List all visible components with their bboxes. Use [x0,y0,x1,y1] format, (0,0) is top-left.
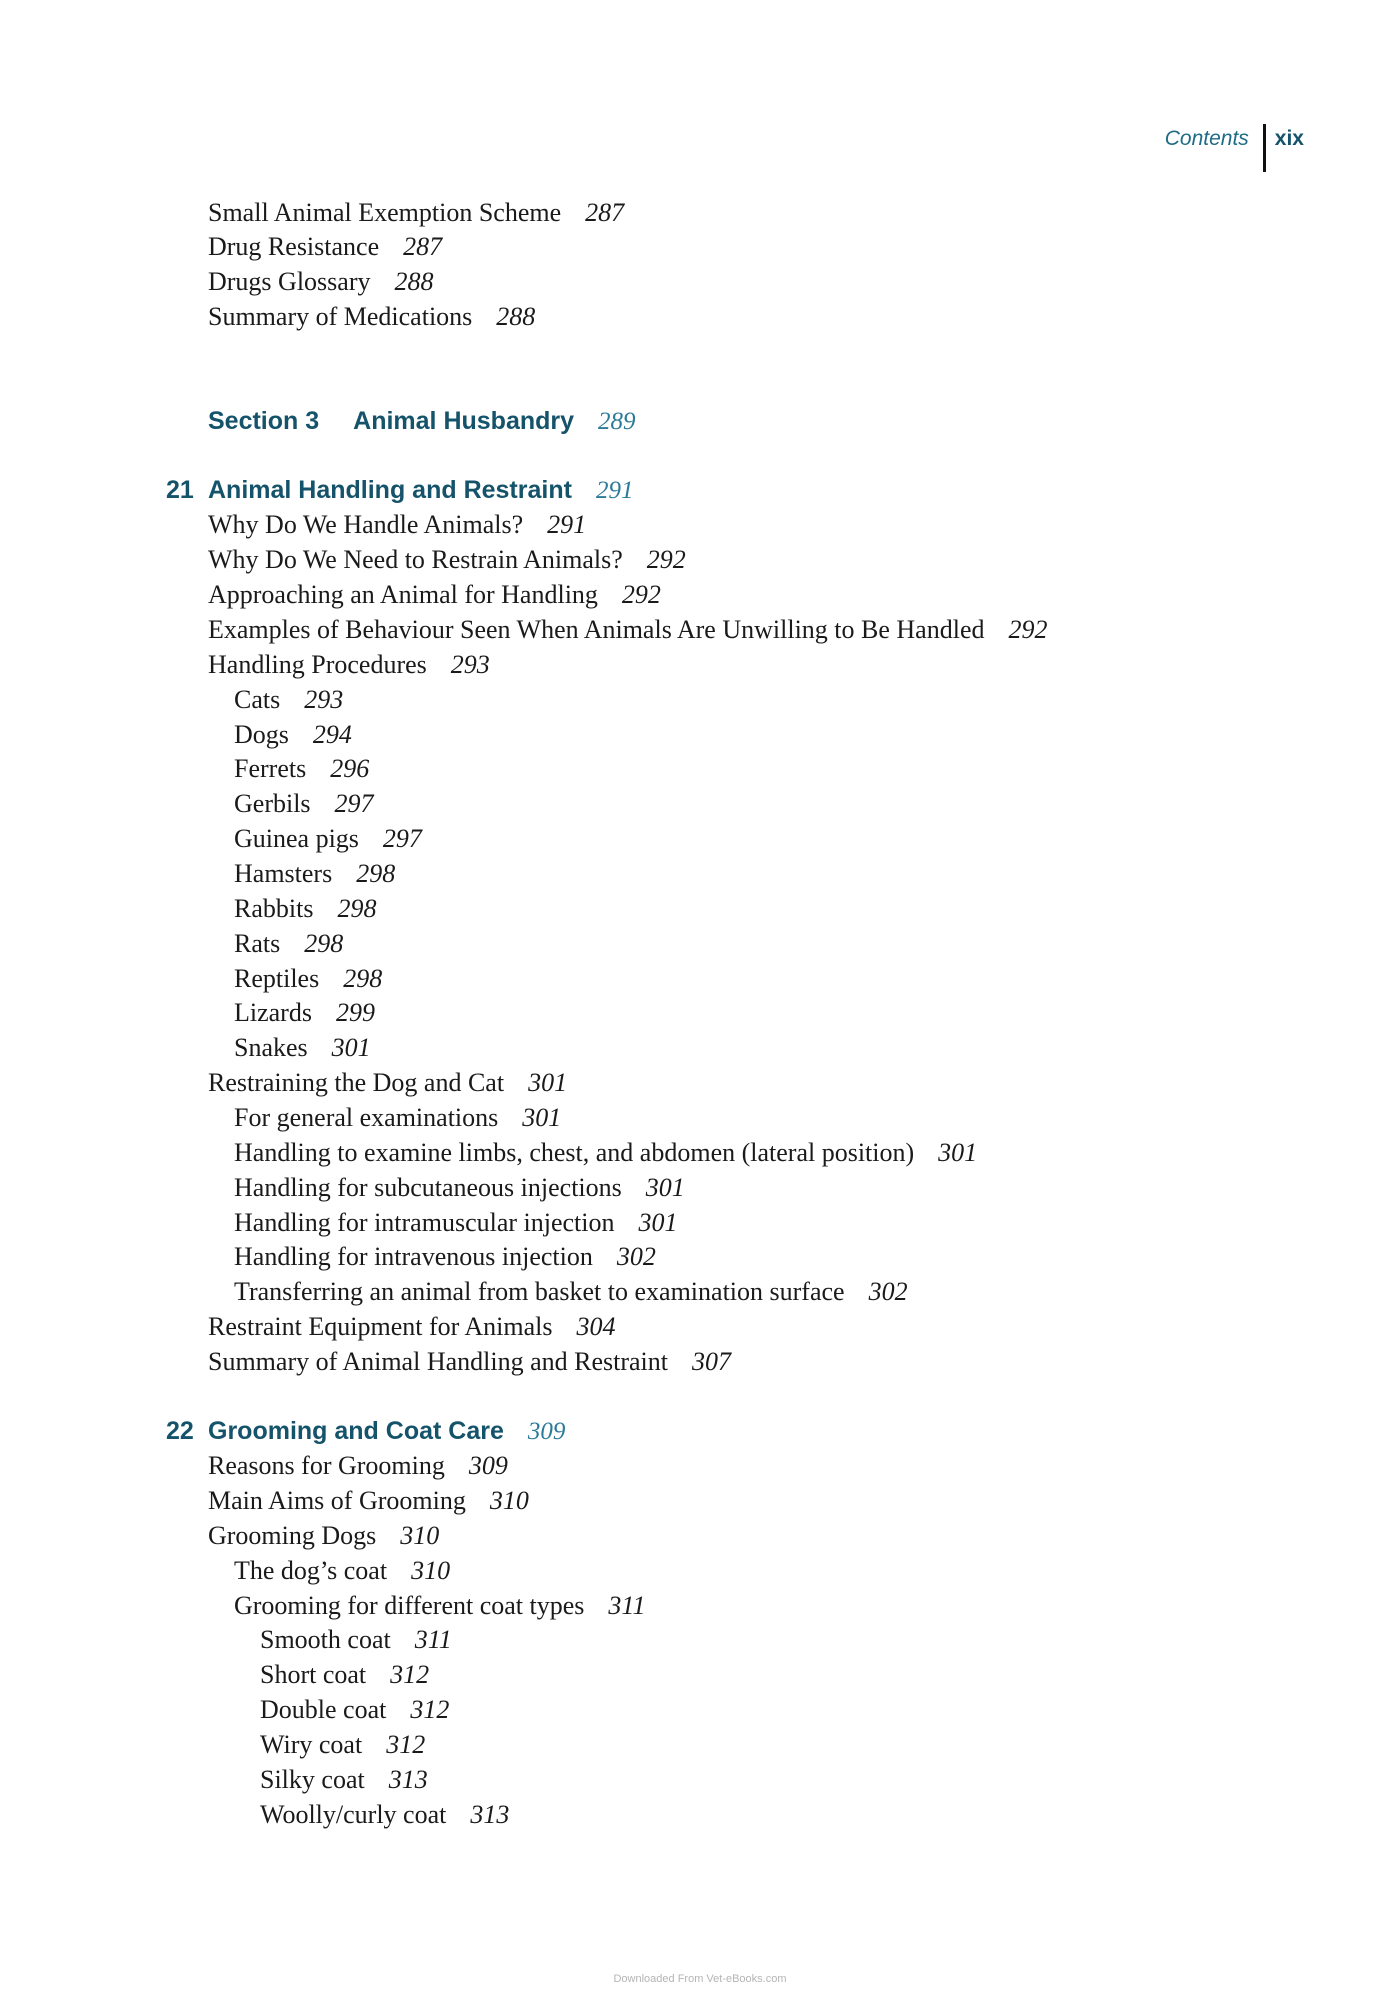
toc-subentry[interactable] [234,1240,656,1274]
toc-subentry[interactable] [234,1206,678,1240]
toc-subsubentry[interactable] [260,1763,428,1797]
toc-entry-title: Cats [234,685,281,714]
toc-entry-title: Wiry coat [260,1730,363,1759]
toc-entry-page: 310 [489,1486,529,1515]
toc-subentry[interactable] [234,1136,977,1170]
toc-subentry[interactable] [234,1101,561,1135]
toc-entry-title: Hamsters [234,859,333,888]
toc-entry-page: 288 [394,267,434,296]
toc-subentry[interactable] [234,752,369,786]
toc-subentry[interactable] [234,1589,646,1623]
toc-entry-page: 287 [403,232,443,261]
toc-entry-title: Restraint Equipment for Animals [208,1312,553,1341]
toc-entry-title: Grooming for different coat types [234,1591,585,1620]
toc-subentry[interactable] [234,892,376,926]
toc-entry-page: 298 [304,929,344,958]
toc-entry[interactable] [208,265,434,299]
section-heading[interactable] [208,404,636,439]
toc-entry-title: Ferrets [234,754,307,783]
toc-entry[interactable] [208,300,535,334]
toc-entry[interactable] [208,1519,439,1553]
toc-entry-page: 292 [621,580,661,609]
toc-entry-title: Dogs [234,720,289,749]
toc-entry-title: Reptiles [234,964,320,993]
toc-entry-title: Woolly/curly coat [260,1800,447,1829]
toc-entry-title: Guinea pigs [234,824,359,853]
toc-entry-page: 293 [304,685,344,714]
toc-subentry[interactable] [234,683,343,717]
toc-entry-title: Drug Resistance [208,232,380,261]
toc-entry-page: 307 [692,1347,731,1376]
toc-subentry[interactable] [234,822,422,856]
toc-subentry[interactable] [234,996,375,1030]
toc-entry-page: 294 [312,720,352,749]
toc-entry-title: For general examinations [234,1103,499,1132]
section-page: 289 [598,408,636,435]
toc-entry-page: 292 [646,545,686,574]
toc-entry-page: 302 [868,1277,908,1306]
toc-entry-page: 297 [382,824,422,853]
toc-entry-page: 296 [330,754,370,783]
toc-entry-title: Lizards [234,998,312,1027]
toc-entry-title: Silky coat [260,1765,365,1794]
toc-entry-title: Double coat [260,1695,387,1724]
toc-entry[interactable] [208,508,586,542]
toc-entry[interactable] [208,613,1047,647]
toc-entry[interactable] [208,230,442,264]
toc-subsubentry[interactable] [260,1623,452,1657]
toc-subentry[interactable] [234,1031,371,1065]
toc-entry-title: Snakes [234,1033,308,1062]
toc-entry[interactable] [208,578,661,612]
toc-subentry[interactable] [234,718,352,752]
toc-entry-page: 311 [414,1625,452,1654]
toc-entry-page: 293 [450,650,490,679]
toc-entry-page: 301 [938,1138,978,1167]
toc-entry-page: 302 [616,1242,656,1271]
toc-entry-title: Rats [234,929,281,958]
toc-entry[interactable] [208,1484,529,1518]
toc-entry-title: Smooth coat [260,1625,391,1654]
toc-entry-title: Short coat [260,1660,367,1689]
toc-entry-title: Examples of Behaviour Seen When Animals Are Unwilling to Be Handled [208,615,985,644]
toc-entry-title: Restraining the Dog and Cat [208,1068,505,1097]
toc-subsubentry[interactable] [260,1658,429,1692]
toc-entry-page: 298 [356,859,396,888]
toc-entry[interactable] [208,1449,508,1483]
toc-entry-page: 299 [335,998,375,1027]
download-footer: Downloaded From Vet-eBooks.com [613,1973,787,1985]
toc-entry-page: 301 [638,1208,678,1237]
running-head [1165,124,1304,172]
toc-entry-title: Summary of Medications [208,302,473,331]
toc-entry-title: The dog’s coat [234,1556,388,1585]
toc-entry-title: Small Animal Exemption Scheme [208,198,562,227]
toc-entry-page: 297 [334,789,374,818]
toc-entry-title: Reasons for Grooming [208,1451,445,1480]
toc-entry-title: Grooming Dogs [208,1521,377,1550]
toc-subentry[interactable] [234,1171,685,1205]
chapter-number: 21 [166,476,194,504]
toc-entry-title: Approaching an Animal for Handling [208,580,598,609]
running-head-label: Contents [1164,127,1249,150]
toc-entry-page: 288 [496,302,536,331]
toc-entry-title: Handling for intramuscular injection [234,1208,615,1237]
toc-entry[interactable] [208,1066,567,1100]
toc-entry-page: 310 [411,1556,451,1585]
toc-entry[interactable] [208,1310,615,1344]
toc-entry-page: 312 [386,1730,426,1759]
section-title: Animal Husbandry [353,407,575,435]
chapter-title: Grooming and Coat Care [208,1417,504,1445]
toc-entry-page: 292 [1008,615,1048,644]
toc-subentry[interactable] [234,927,343,961]
toc-entry-page: 304 [576,1312,616,1341]
toc-entry-page: 313 [388,1765,428,1794]
toc-subentry[interactable] [234,857,395,891]
toc-entry[interactable] [208,543,686,577]
toc-entry-page: 301 [522,1103,562,1132]
toc-entry-title: Drugs Glossary [208,267,371,296]
toc-entry-title: Why Do We Handle Animals? [208,510,524,539]
toc-entry-page: 311 [608,1591,646,1620]
chapter-page: 309 [527,1418,566,1445]
toc-entry[interactable] [208,648,490,682]
toc-entry-title: Handling for subcutaneous injections [234,1173,622,1202]
toc-entry[interactable] [208,1345,731,1379]
toc-entry-title: Summary of Animal Handling and Restraint [208,1347,668,1376]
toc-subentry[interactable] [234,962,382,996]
toc-entry-page: 312 [410,1695,450,1724]
toc-entry-page: 301 [528,1068,568,1097]
chapter-page: 291 [595,477,634,504]
toc-entry-title: Handling Procedures [208,650,427,679]
toc-subentry[interactable] [234,787,374,821]
toc-entry-page: 291 [547,510,587,539]
toc-entry-title: Transferring an animal from basket to examination surface [234,1277,845,1306]
toc-entry-page: 287 [585,198,625,227]
page-number: xix [1274,127,1304,150]
toc-entry-page: 301 [331,1033,371,1062]
toc-entry-title: Why Do We Need to Restrain Animals? [208,545,623,574]
toc-subentry[interactable] [234,1275,908,1309]
toc-entry-page: 298 [343,964,383,993]
toc-entry-page: 301 [645,1173,685,1202]
toc-subsubentry[interactable] [260,1798,509,1832]
chapter-title: Animal Handling and Restraint [208,476,572,504]
toc-entry-page: 310 [400,1521,440,1550]
toc-entry-page: 312 [390,1660,430,1689]
chapter-number: 22 [166,1417,194,1445]
toc-entry-title: Rabbits [234,894,314,923]
toc-entry-title: Gerbils [234,789,311,818]
toc-entry[interactable] [208,196,624,230]
toc-entry-page: 298 [337,894,377,923]
toc-entry-title: Handling for intravenous injection [234,1242,593,1271]
toc-subsubentry[interactable] [260,1693,449,1727]
toc-entry-page: 313 [470,1800,510,1829]
toc-entry-title: Main Aims of Grooming [208,1486,466,1515]
section-label: Section 3 [208,407,320,435]
toc-entry-title: Handling to examine limbs, chest, and abdomen (lateral position) [234,1138,915,1167]
toc-subentry[interactable] [234,1554,450,1588]
toc-entry-page: 309 [468,1451,508,1480]
toc-subsubentry[interactable] [260,1728,425,1762]
